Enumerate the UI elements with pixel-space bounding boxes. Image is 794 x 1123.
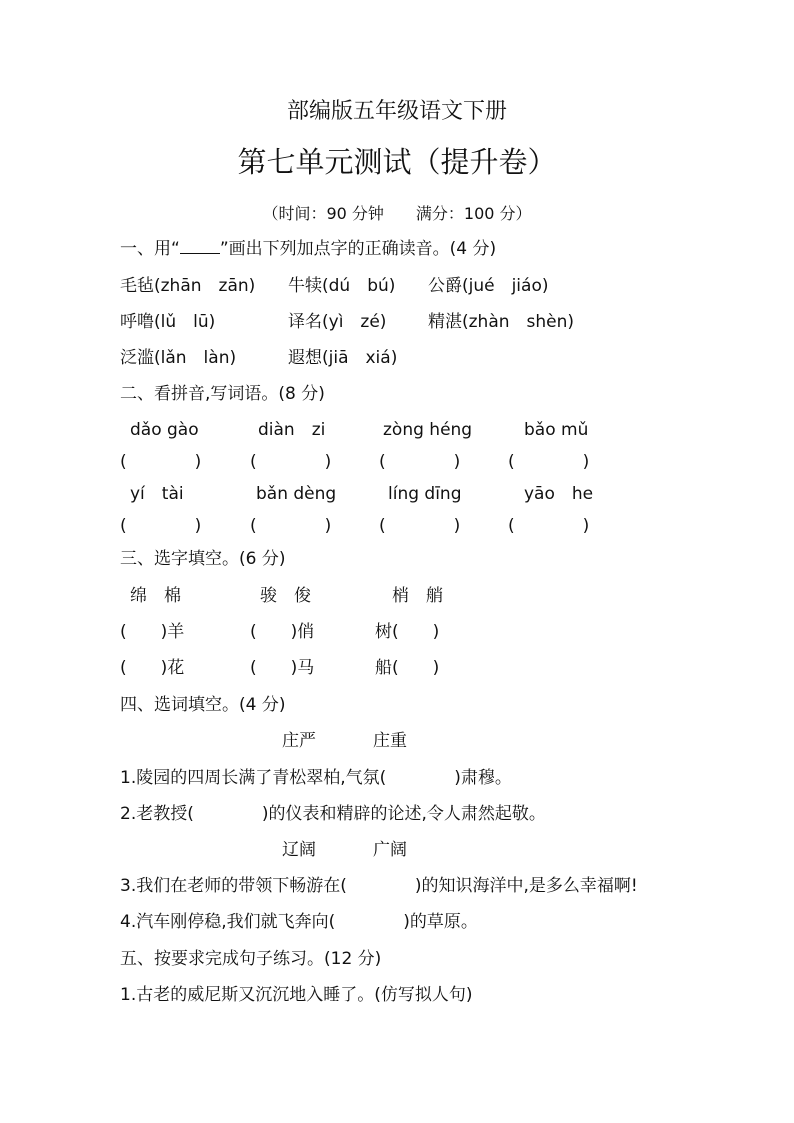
answer-blank[interactable]: ( )	[379, 452, 461, 472]
pronunciation-item: 毛毡(zhān zān)	[120, 276, 256, 296]
pinyin: zòng héng	[383, 420, 473, 440]
question-4-4: 4.汽车刚停稳,我们就飞奔向( )的草原。	[120, 912, 478, 932]
answer-row-1	[0, 451, 794, 475]
exam-title: 第七单元测试（提升卷）	[237, 145, 557, 179]
section-1-row-1	[0, 275, 794, 299]
answer-blank[interactable]: ( )	[508, 516, 590, 536]
section-1-heading: 一、用“ ”画出下列加点字的正确读音。(4 分)	[120, 239, 497, 259]
pinyin: yāo he	[524, 484, 594, 504]
answer-blank[interactable]: ( )	[379, 516, 461, 536]
pinyin: yí tài	[130, 484, 184, 504]
pinyin: bǎn dèng	[256, 484, 337, 504]
pronunciation-item: 译名(yì zé)	[288, 312, 387, 332]
answer-blank[interactable]: ( )	[250, 452, 332, 472]
char-choice: 绵 棉	[130, 586, 181, 606]
pronunciation-item: 泛滥(lǎn làn)	[120, 348, 237, 368]
char-fill[interactable]: 船( )	[375, 658, 440, 678]
section-1-row-3	[0, 347, 794, 371]
answer-blank[interactable]: ( )	[250, 516, 332, 536]
question-4-1: 1.陵园的四周长满了青松翠柏,气氛( )肃穆。	[120, 768, 512, 788]
pronunciation-item: 呼噜(lǔ lū)	[120, 312, 216, 332]
char-choices	[0, 585, 794, 609]
char-fill-row-1	[0, 621, 794, 645]
exam-subtitle: 部编版五年级语文下册	[286, 99, 507, 124]
pronunciation-item: 公爵(jué jiáo)	[428, 276, 549, 296]
section-5-heading: 五、按要求完成句子练习。(12 分)	[120, 949, 382, 969]
pinyin: líng dīng	[388, 484, 462, 504]
word-choice: 广阔	[373, 840, 407, 860]
word-choice: 辽阔	[282, 840, 316, 860]
section-2-heading: 二、看拼音,写词语。(8 分)	[120, 384, 325, 404]
char-fill[interactable]: ( )马	[250, 658, 315, 678]
answer-blank[interactable]: ( )	[508, 452, 590, 472]
pinyin: bǎo mǔ	[524, 420, 589, 440]
char-fill[interactable]: ( )俏	[250, 622, 315, 642]
section-3-heading: 三、选字填空。(6 分)	[120, 549, 286, 569]
pinyin: dǎo gào	[130, 420, 199, 440]
question-4-3: 3.我们在老师的带领下畅游在( )的知识海洋中,是多么幸福啊!	[120, 876, 638, 896]
pronunciation-item: 牛犊(dú bú)	[288, 276, 396, 296]
char-choice: 骏 俊	[260, 586, 311, 606]
section-4-heading: 四、选词填空。(4 分)	[120, 695, 286, 715]
pinyin: diàn zi	[258, 420, 326, 440]
answer-row-2	[0, 515, 794, 539]
underline-sample	[180, 239, 220, 254]
section-1-row-2	[0, 311, 794, 335]
word-choices-2	[0, 839, 794, 863]
answer-blank[interactable]: ( )	[120, 516, 202, 536]
word-choices-1	[0, 730, 794, 754]
exam-score: 满分：100 分）	[415, 204, 532, 223]
pinyin-row-1	[0, 419, 794, 443]
word-choice: 庄重	[373, 731, 407, 751]
question-4-2: 2.老教授( )的仪表和精辟的论述,令人肃然起敬。	[120, 804, 546, 824]
answer-blank[interactable]: ( )	[120, 452, 202, 472]
char-fill[interactable]: 树( )	[375, 622, 440, 642]
word-choice: 庄严	[282, 731, 316, 751]
question-5-1: 1.古老的威尼斯又沉沉地入睡了。(仿写拟人句)	[120, 985, 473, 1005]
pronunciation-item: 遐想(jiā xiá)	[288, 348, 398, 368]
exam-time: （时间：90 分钟	[262, 204, 384, 223]
exam-meta	[0, 203, 794, 225]
char-fill[interactable]: ( )羊	[120, 622, 185, 642]
char-fill[interactable]: ( )花	[120, 658, 185, 678]
char-choice: 梢 艄	[392, 586, 443, 606]
pinyin-row-2	[0, 483, 794, 507]
char-fill-row-2	[0, 657, 794, 681]
pronunciation-item: 精湛(zhàn shèn)	[428, 312, 575, 332]
